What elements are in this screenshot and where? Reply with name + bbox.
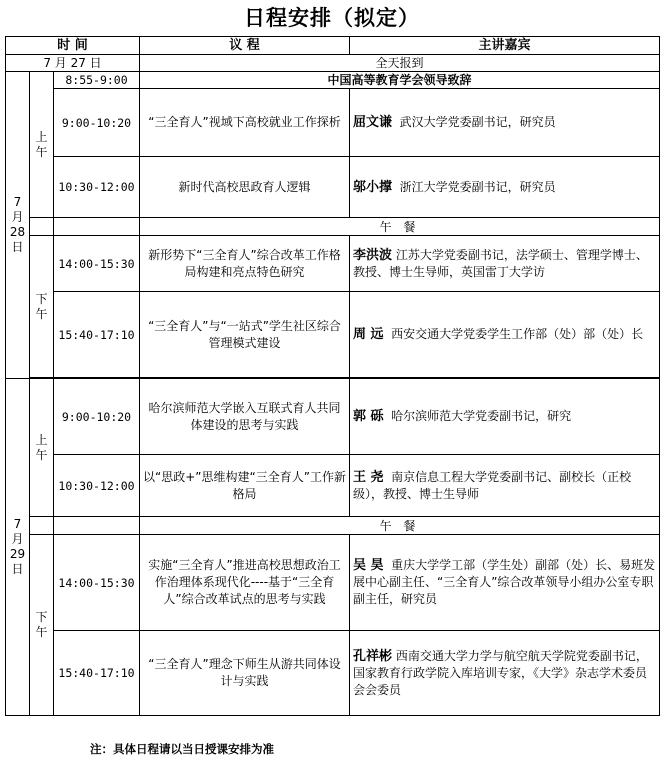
speaker-name: 邬小撑 [353, 179, 393, 195]
speaker-desc: 西安交通大学党委学生工作部（处）部（处）长 [391, 327, 644, 341]
speaker-name: 吴 昊 [353, 558, 384, 573]
day2-am-label: 上午 [30, 379, 54, 517]
speaker-name: 王 尧 [353, 469, 384, 485]
header-time: 时 间 [6, 37, 140, 55]
page-title: 日程安排（拟定） [244, 6, 420, 30]
arrival-row [6, 55, 660, 72]
session-topic: 以“思政+”思维构建“三全育人”工作新格局 [140, 455, 350, 517]
table-row [6, 379, 660, 455]
session-speaker [350, 535, 660, 631]
day1-meal-row [6, 218, 660, 236]
session-speaker [350, 236, 660, 292]
session-time: 14:00-15:30 [54, 236, 140, 292]
day1-date: 7 月 28 日 [6, 72, 30, 379]
speaker-desc: 南京信息工程大学党委副书记、副校长（正校级），教授、博士生导师 [353, 469, 632, 501]
session-topic: 哈尔滨师范大学嵌入互联式育人共同体建设的思考与实践 [140, 379, 350, 455]
session-speaker [350, 292, 660, 378]
session-topic: “三全育人”视域下高校就业工作探析 [140, 89, 350, 157]
speaker-name: 周 远 [353, 327, 384, 342]
day1-am-label: 上午 [30, 72, 54, 218]
session-speaker [350, 89, 660, 157]
speaker-desc: 武汉大学党委副书记，研究员 [399, 115, 556, 129]
meal-label: 午 餐 [140, 517, 660, 535]
table-header-row [6, 37, 660, 55]
session-speaker [350, 157, 660, 218]
table-row [6, 292, 660, 378]
session-time: 10:30-12:00 [54, 455, 140, 517]
session-topic: “三全育人”与“一站式”学生社区综合管理模式建设 [140, 292, 350, 378]
speaker-name: 李洪波 [353, 247, 393, 263]
day1-opening-row [6, 72, 660, 89]
session-time: 9:00-10:20 [54, 89, 140, 157]
table-row [6, 535, 660, 631]
table-row [6, 631, 660, 716]
speaker-desc: 重庆大学学工部（学生处）副部（处）长、易班发展中心副主任、“三全育人”综合改革领导小组办公室专职副主任，研究员 [353, 558, 656, 606]
session-speaker [350, 455, 660, 517]
header-agenda: 议 程 [140, 37, 350, 55]
day2-meal-row [6, 517, 660, 535]
session-topic: 新时代高校思政育人逻辑 [140, 157, 350, 218]
day2-pm-label: 下午 [30, 535, 54, 716]
schedule-table [5, 36, 660, 716]
meal-label: 午 餐 [140, 218, 660, 236]
session-speaker [350, 631, 660, 716]
session-topic: “三全育人”理念下师生从游共同体设计与实践 [140, 631, 350, 716]
table-row [6, 455, 660, 517]
table-row [6, 157, 660, 218]
day1-pm-label: 下午 [30, 236, 54, 378]
speaker-desc: 江苏大学党委副书记，法学硕士、管理学博士、教授、博士生导师，英国雷丁大学访 [353, 247, 648, 279]
table-row [6, 89, 660, 157]
session-topic: 新形势下“三全育人”综合改革工作格局构建和亮点特色研究 [140, 236, 350, 292]
session-topic: 实施“三全育人”推进高校思想政治工作治理体系现代化----基于“三全育人”综合改革试点的思考与实践 [140, 535, 350, 631]
day1-opening-time: 8:55-9:00 [54, 72, 140, 89]
speaker-desc: 哈尔滨师范大学党委副书记，研究 [391, 409, 572, 423]
session-time: 9:00-10:20 [54, 379, 140, 455]
speaker-desc: 浙江大学党委副书记，研究员 [399, 179, 556, 194]
speaker-name: 郭 砾 [353, 409, 384, 424]
session-time: 10:30-12:00 [54, 157, 140, 218]
day2-date: 7 月 29 日 [6, 379, 30, 716]
arrival-text: 全天报到 [140, 55, 660, 72]
session-time: 15:40-17:10 [54, 631, 140, 716]
speaker-desc: 西南交通大学力学与航空航天学院党委副书记，国家教育行政学院入库培训专家，《大学》杂志学术委员会会委员 [353, 648, 648, 697]
session-time: 15:40-17:10 [54, 292, 140, 378]
session-time: 14:00-15:30 [54, 535, 140, 631]
table-row [6, 236, 660, 292]
speaker-name: 屈文谦 [353, 115, 393, 130]
header-speaker: 主讲嘉宾 [350, 37, 660, 55]
speaker-name: 孔祥彬 [353, 648, 393, 664]
day1-opening-text: 中国高等教育学会领导致辞 [140, 72, 660, 89]
footnote: 注：具体日程请以当日授课安排为准 [90, 742, 274, 756]
session-speaker [350, 379, 660, 455]
arrival-date: 7 月 27 日 [6, 55, 140, 72]
